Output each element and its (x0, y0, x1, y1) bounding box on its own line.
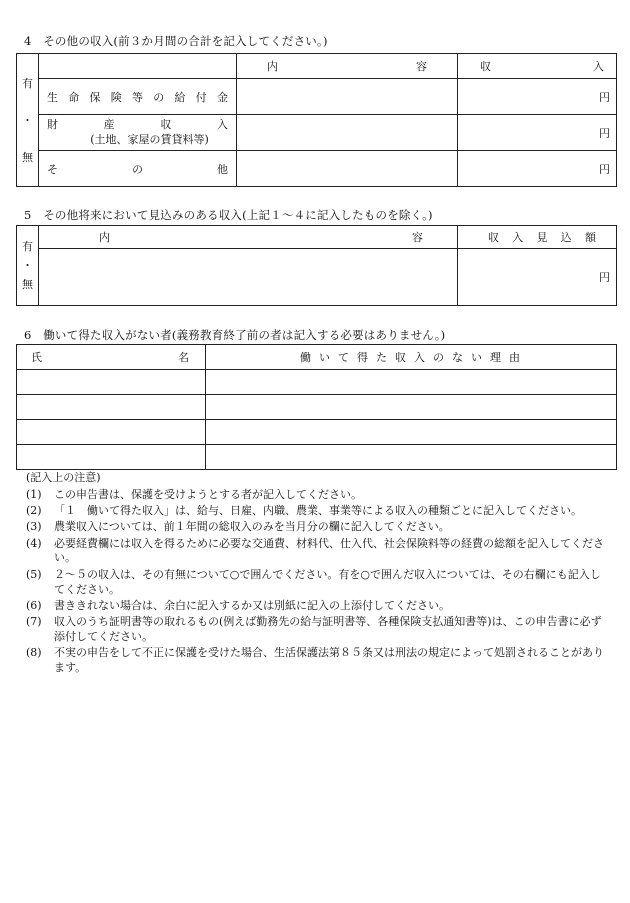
row-label-insurance: 生 命 保 険 等 の 給 付 金 (39, 79, 237, 115)
note-item: (1) この申告書は、保護を受けようとする者が記入してください。 (26, 487, 362, 501)
note-item: (2) 「１ 働いて得た収入」は、給与、日雇、内職、農業、事業等による収入の種類ごとに記入してください。 (26, 504, 582, 518)
content-field-expected[interactable] (39, 249, 458, 306)
reason-field[interactable] (206, 395, 617, 420)
amount-field-other[interactable]: 円 (458, 151, 617, 187)
name-field[interactable] (17, 420, 206, 445)
row-label-other: そ の 他 (39, 151, 237, 187)
note-item: (7) 収入のうち証明書等の取れるもの(例えば勤務先の給与証明書等、各種保険支払通知書等)は、この申告書に必ず添付してください。 (26, 615, 602, 643)
header-reason: 働 い て 得 た 収 入 の な い 理 由 (206, 345, 617, 370)
presence-marker[interactable]: 有 ・ 無 (17, 226, 39, 306)
name-field[interactable] (17, 370, 206, 395)
reason-field[interactable] (206, 420, 617, 445)
expected-income-table (16, 225, 617, 306)
note-item: (5) ２～５の収入は、その有無について○で囲んでください。有を○で囲んだ収入については、その右欄にも記入してください。 (26, 567, 601, 596)
note-item: (3) 農業収入については、前１年間の総収入のみを当月分の欄に記入してください。 (26, 520, 450, 534)
other-income-table (16, 53, 617, 187)
header-income: 収 入 (458, 54, 617, 79)
name-field[interactable] (17, 445, 206, 470)
section4-title: 4 その他の収入(前３か月間の合計を記入してください。) (24, 34, 328, 48)
row-label-property: 財 産 収 入 (土地、家屋の賃貸料等) (39, 115, 237, 151)
notes-section (26, 471, 606, 677)
header-name: 氏 名 (17, 345, 206, 370)
presence-marker[interactable]: 有 ・ 無 (17, 54, 39, 187)
header-content: 内 容 (39, 226, 458, 249)
note-item: (6) 書ききれない場合は、余白に記入するか又は別紙に記入の上添付してください。 (26, 598, 450, 612)
header-blank (39, 54, 237, 79)
section6-title: 6 働いて得た収入がない者(義務教育終了前の者は記入する必要はありません。) (24, 328, 446, 342)
reason-field[interactable] (206, 370, 617, 395)
section5-title: 5 その他将来において見込みのある収入(上記１～４に記入したものを除く。) (24, 208, 433, 222)
note-item: (4) 必要経費欄には収入を得るために必要な交通費、材料代、仕入代、社会保険料等の経費の総額を記入してください。 (26, 536, 604, 565)
amount-field-property[interactable]: 円 (458, 115, 617, 151)
header-expected-amount: 収 入 見 込 額 (458, 226, 617, 249)
reason-field[interactable] (206, 445, 617, 470)
notes-heading: (記入上の注意) (26, 471, 101, 484)
amount-field-expected[interactable]: 円 (458, 249, 617, 306)
amount-field-insurance[interactable]: 円 (458, 79, 617, 115)
note-item: (8) 不実の申告をして不正に保護を受けた場合、生活保護法第８５条又は刑法の規定によって処罰されることがあります。 (26, 646, 604, 675)
content-field-insurance[interactable] (237, 79, 458, 115)
name-field[interactable] (17, 395, 206, 420)
content-field-property[interactable] (237, 115, 458, 151)
content-field-other[interactable] (237, 151, 458, 187)
no-income-table (16, 344, 617, 470)
header-content: 内 容 (237, 54, 458, 79)
